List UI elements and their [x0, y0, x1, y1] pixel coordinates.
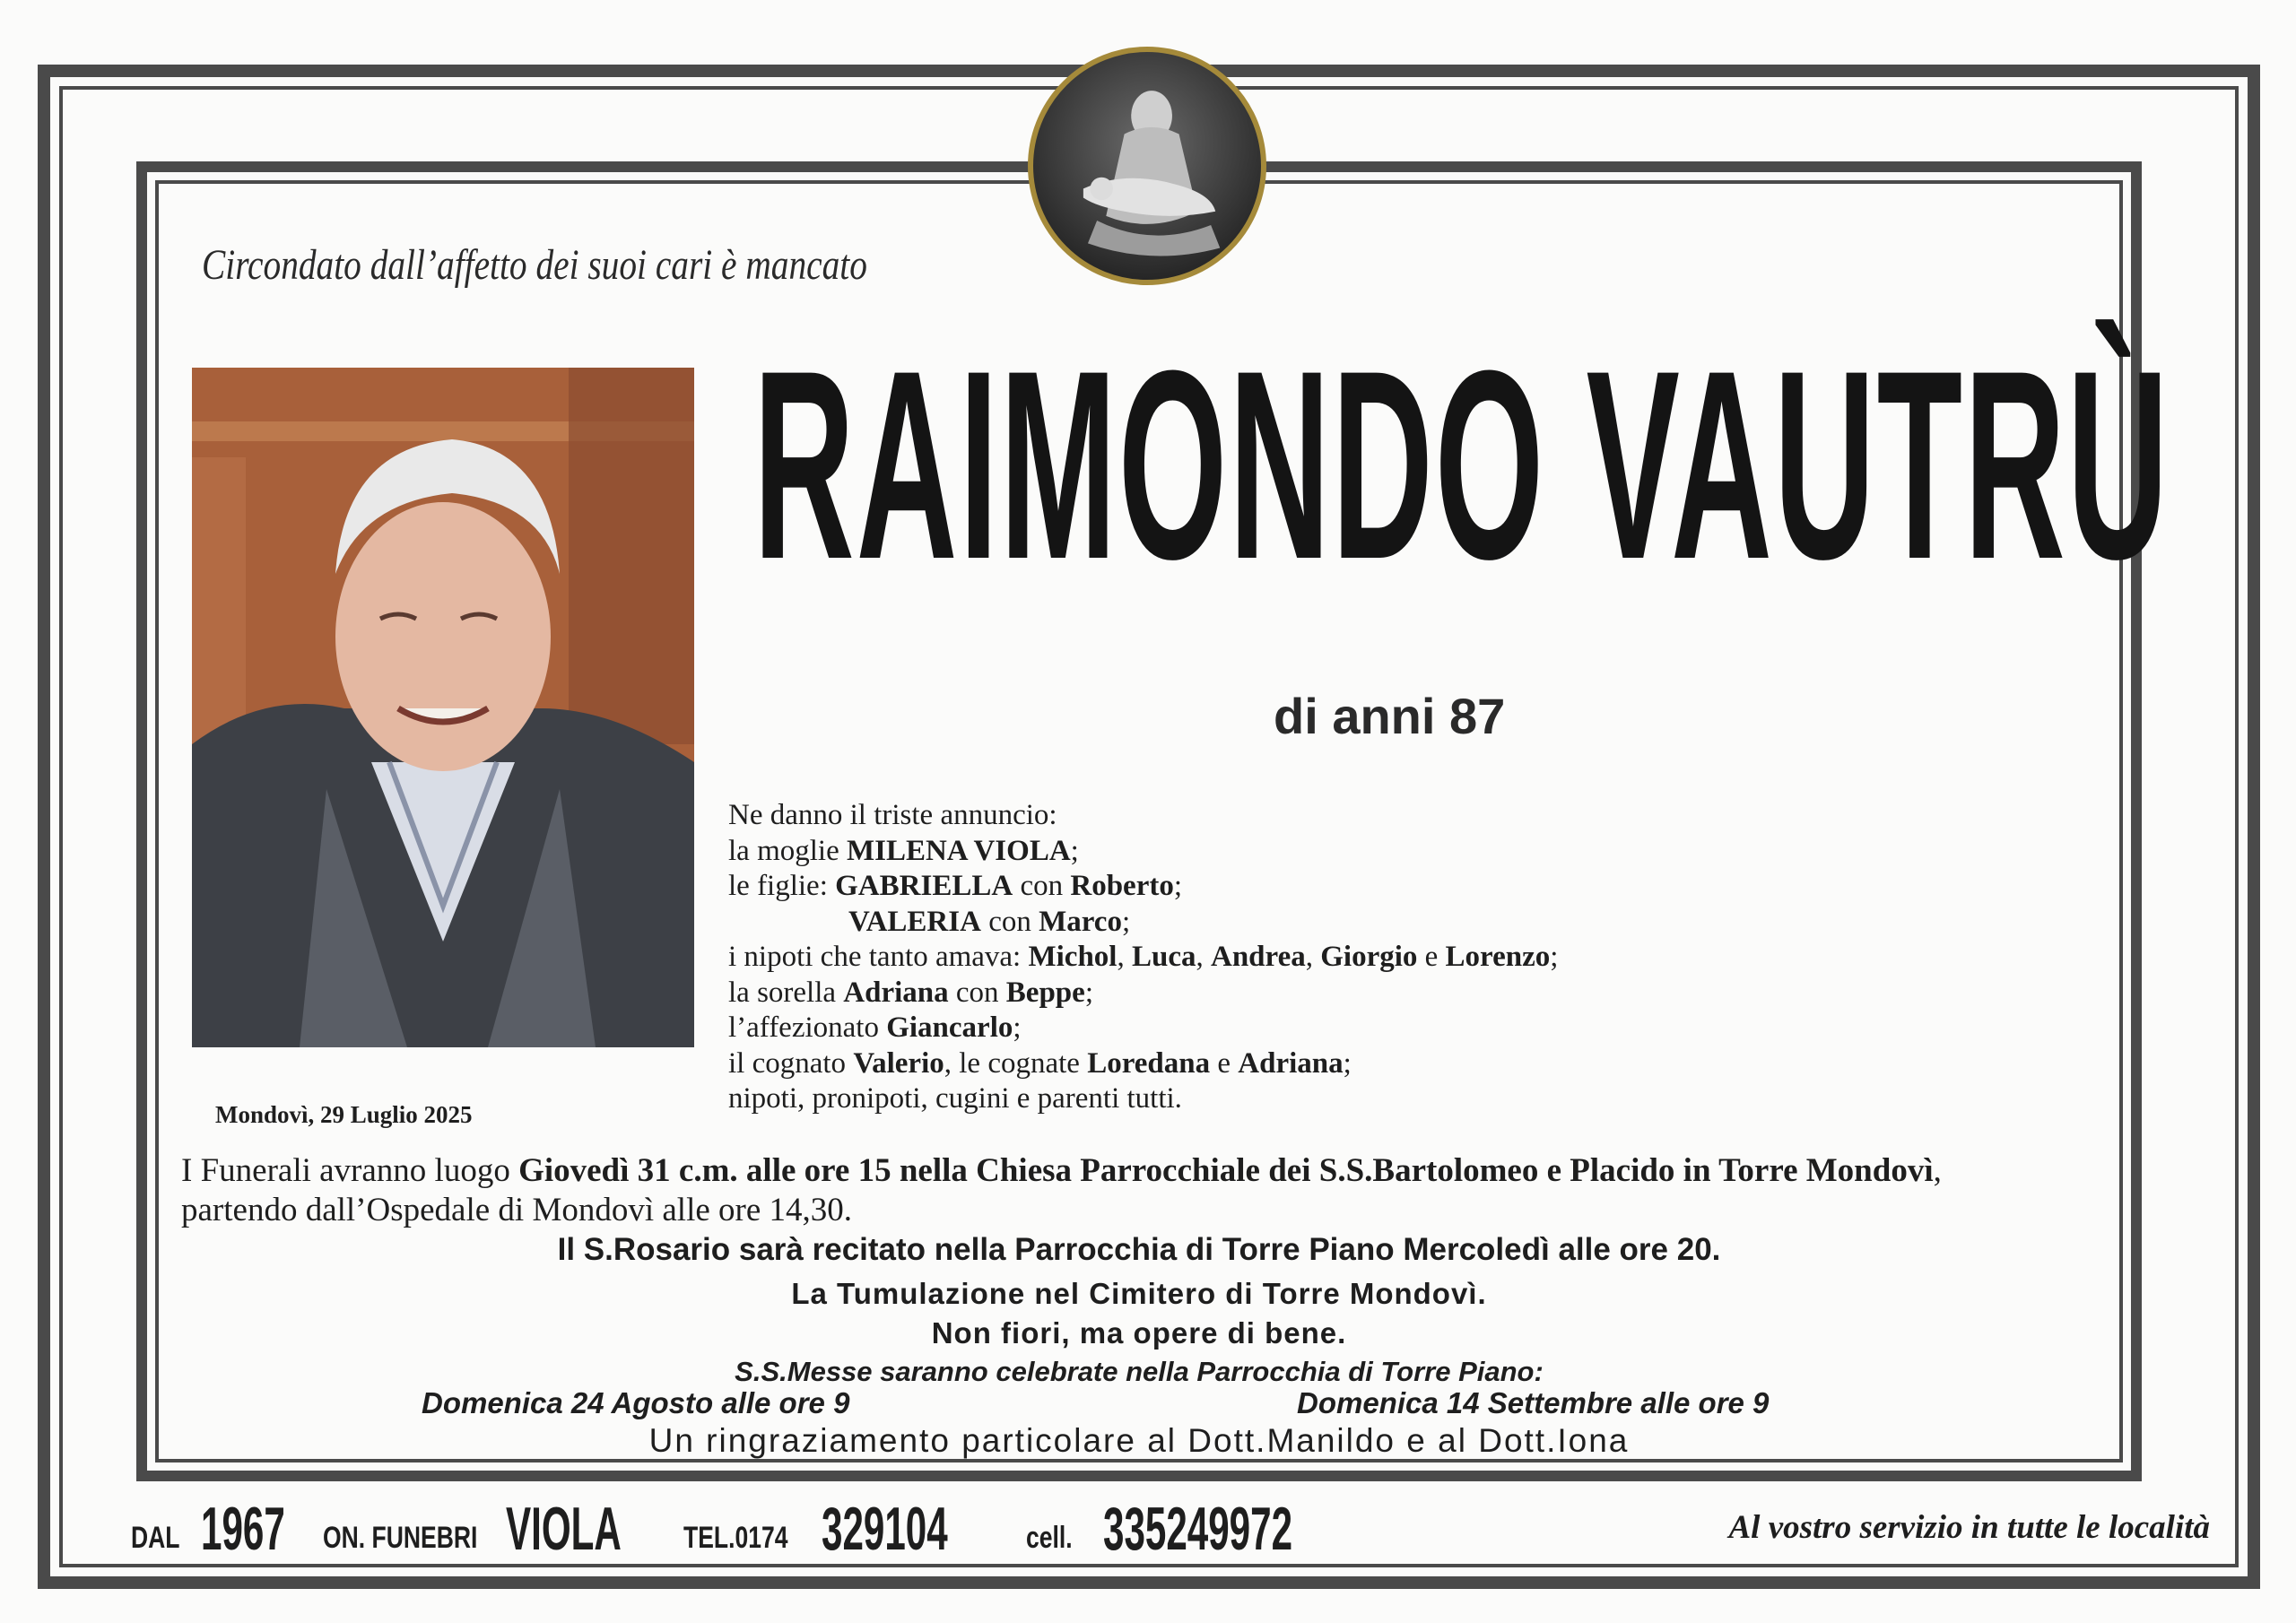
pieta-medallion-icon	[1028, 47, 1266, 285]
funeral-details	[181, 1151, 1942, 1230]
funeral-line-1: I Funerali avranno luogo Giovedì 31 c.m. alle ore 15 nella Chiesa Parrocchiale dei S.S.Bartolomeo e Placido in Torre Mondovì,	[181, 1152, 1942, 1189]
footer-year: 1967	[201, 1495, 285, 1563]
thanks-text: Un ringraziamento particolare al Dott.Manildo e al Dott.Iona	[648, 1422, 1630, 1459]
footer-cell-number: 335249972	[1103, 1495, 1293, 1563]
masses-text: S.S.Messe saranno celebrate nella Parrocchia di Torre Piano:	[735, 1356, 1544, 1387]
intro-text: Circondato dall’affetto dei suoi cari è mancato	[202, 241, 867, 289]
funeral-line-2: partendo dall’Ospedale di Mondovì alle ore 14,30.	[181, 1192, 853, 1228]
announcement-block	[728, 798, 1558, 1117]
no-flowers-text: Non fiori, ma opere di bene.	[931, 1316, 1347, 1350]
announce-line-daughter-2: VALERIA con Marco;	[848, 905, 1131, 938]
burial-text: La Tumulazione nel Cimitero di Torre Mondovì.	[791, 1277, 1487, 1310]
services-tagline: Al vostro servizio in tutte le località	[1728, 1509, 2210, 1546]
footer-on-funebri: ON. FUNEBRI	[323, 1521, 478, 1555]
announce-line-daughter-1: le figlie: GABRIELLA con Roberto;	[728, 870, 1182, 902]
footer-cell-prefix: cell.	[1026, 1521, 1073, 1555]
announce-line-friend: l’affezionato Giancarlo;	[728, 1011, 1022, 1044]
footer-dal: DAL	[131, 1521, 180, 1555]
footer-tel-number: 329104	[822, 1495, 948, 1563]
announce-line-in-laws: il cognato Valerio, le cognate Loredana e Adriana;	[728, 1046, 1352, 1080]
pieta-figure-icon	[1033, 52, 1261, 280]
place-date: Mondovì, 29 Luglio 2025	[215, 1101, 473, 1128]
announce-line-relatives: nipoti, pronipoti, cugini e parenti tutti.	[728, 1082, 1182, 1115]
portrait-photo	[192, 368, 694, 1047]
announce-line-sister: la sorella Adriana con Beppe;	[728, 976, 1093, 1009]
deceased-name: RAIMONDO VAUTRÙ	[753, 314, 2170, 615]
announce-line-grandchildren: i nipoti che tanto amava: Michol, Luca, Andrea, Giorgio e Lorenzo;	[728, 941, 1559, 973]
footer-company-name: VIOLA	[506, 1495, 622, 1563]
announce-line: Ne danno il triste annuncio:	[728, 799, 1057, 831]
portrait-illustration	[192, 368, 694, 1047]
mass-date: Domenica 14 Settembre alle ore 9	[1297, 1386, 1770, 1419]
rosario-text: Il S.Rosario sarà recitato nella Parrocchia di Torre Piano Mercoledì alle ore 20.	[557, 1232, 1721, 1267]
announce-line-wife: la moglie MILENA VIOLA;	[728, 834, 1079, 867]
footer-tel-prefix: TEL.0174	[683, 1521, 788, 1555]
mass-date: Domenica 24 Agosto alle ore 9	[422, 1386, 850, 1419]
age-text: di anni 87	[1274, 688, 1506, 744]
